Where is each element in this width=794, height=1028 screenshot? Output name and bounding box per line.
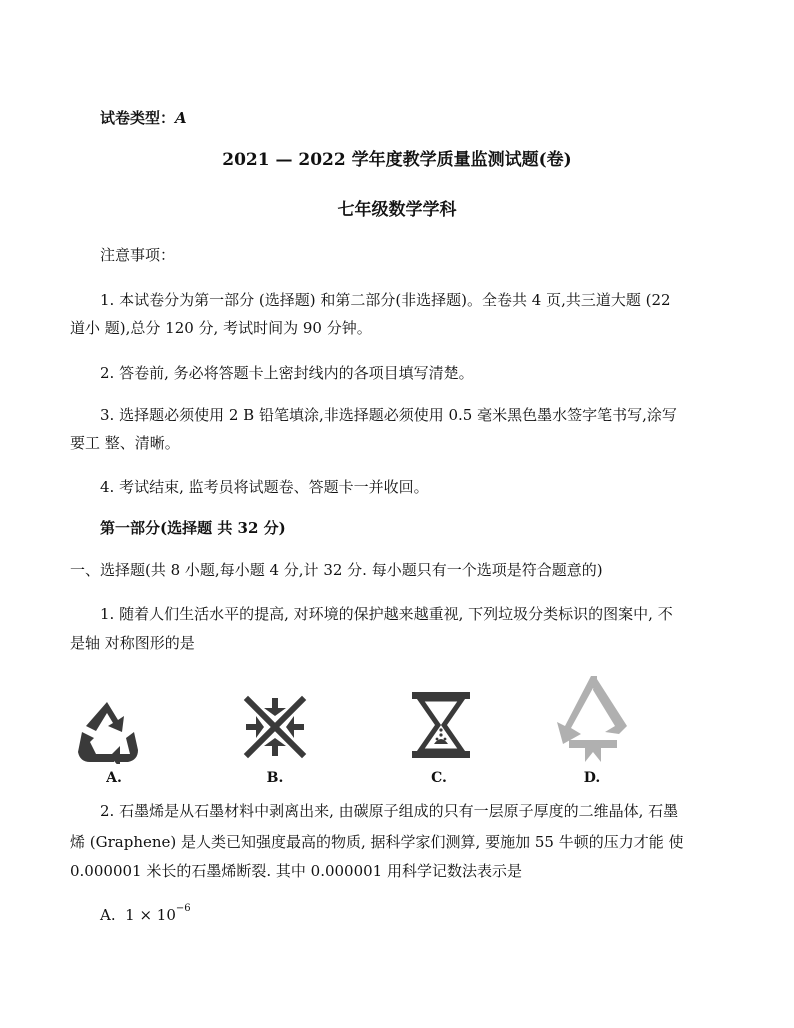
notice-item-3-line2: 要工 整、清晰。 <box>70 434 180 452</box>
paper-type <box>100 108 187 128</box>
question2-option-a-exponent: −6 <box>175 903 191 914</box>
question2-option-a-label: A. <box>100 906 116 924</box>
question1-line2: 是轴 对称图形的是 <box>70 634 195 652</box>
part-one-heading: 第一部分(选择题 共 32 分) <box>100 519 286 537</box>
exam-subtitle: 七年级数学学科 <box>337 200 457 220</box>
arrow-up-triangle-icon <box>557 674 629 764</box>
option-a-label: A. <box>106 770 122 786</box>
exam-title: 2021 — 2022 学年度教学质量监测试题(卷) <box>222 150 572 170</box>
question1-line1: 1. 随着人们生活水平的提高, 对环境的保护越来越重视, 下列垃圾分类标识的图案中, 不 <box>100 605 673 623</box>
section-heading: 一、选择题(共 8 小题,每小题 4 分,计 32 分. 每小题只有一个选项是符合题意的) <box>70 561 603 579</box>
notice-heading: 注意事项： <box>100 246 176 264</box>
question2-line1: 2. 石墨烯是从石墨材料中剥离出来, 由碳原子组成的只有一层原子厚度的二维晶体, 石墨 <box>100 802 679 820</box>
question2-option-a-base: 1 × 10 <box>125 906 176 924</box>
notice-item-1-line2: 道小 题),总分 120 分, 考试时间为 90 分钟。 <box>70 319 372 337</box>
hourglass-icon <box>410 690 472 760</box>
cross-arrows-icon <box>242 694 308 760</box>
question2-option-a <box>100 905 191 925</box>
recycle-icon <box>72 698 142 764</box>
paper-type-label: 试卷类型： <box>100 109 176 127</box>
option-d-label: D. <box>583 770 601 786</box>
notice-item-4: 4. 考试结束, 监考员将试题卷、答题卡一并收回。 <box>100 478 429 496</box>
option-c-label: C. <box>431 770 447 786</box>
notice-item-1-line1: 1. 本试卷分为第一部分 (选择题) 和第二部分(非选择题)。全卷共 4 页,共三道大题 (22 <box>100 291 671 309</box>
notice-item-2: 2. 答卷前, 务必将答题卡上密封线内的各项目填写清楚。 <box>100 364 474 382</box>
paper-type-value: A <box>175 109 187 127</box>
notice-item-3-line1: 3. 选择题必须使用 2 B 铅笔填涂,非选择题必须使用 0.5 毫米黑色墨水签字笔书写,涂写 <box>100 406 677 424</box>
option-b-label: B. <box>266 770 284 786</box>
question2-line3: 0.000001 米长的石墨烯断裂. 其中 0.000001 用科学记数法表示是 <box>70 862 522 880</box>
question2-line2: 烯 (Graphene) 是人类已知强度最高的物质, 据科学家们测算, 要施加 55 牛顿的压力才能 使 <box>70 833 684 851</box>
